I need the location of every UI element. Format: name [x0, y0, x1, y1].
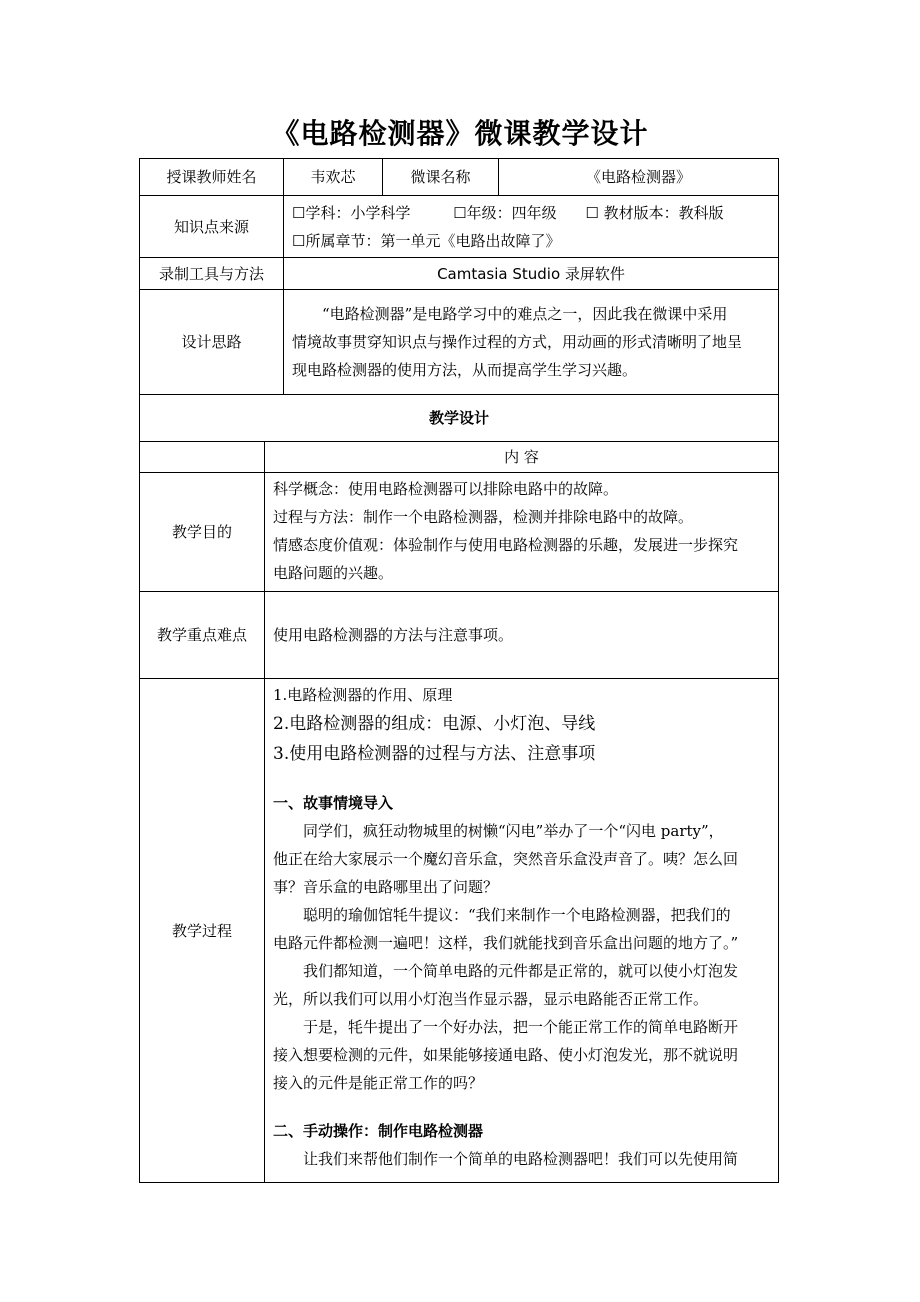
chapter-checkbox-text: ☐所属章节：第一单元《电路出故障了》	[292, 232, 561, 250]
story-line: 同学们，疯狂动物城里的树懒“闪电”举办了一个“闪电 party”，	[303, 822, 724, 840]
teacher-label-cell	[139, 158, 284, 196]
design-line: “电路检测器”是电路学习中的难点之一，因此我在微课中采用	[322, 305, 728, 323]
objectives-value-cell	[264, 472, 779, 592]
story-line: 他正在给大家展示一个魔幻音乐盒，突然音乐盒没声音了。咦？怎么回	[273, 850, 739, 868]
process-list-item: 3.使用电路检测器的过程与方法、注意事项	[273, 744, 596, 764]
process-label: 教学过程	[171, 921, 232, 940]
story-line: 聪明的瑜伽馆牦牛提议：“我们来制作一个电路检测器，把我们的	[303, 906, 731, 924]
content-header-blank-cell	[139, 441, 265, 473]
objective-line: 情感态度价值观：体验制作与使用电路检测器的乐趣，发展进一步探究	[273, 536, 739, 554]
tool-label: 录制工具与方法	[158, 264, 264, 283]
course-name: 《电路检测器》	[585, 168, 691, 186]
design-label-cell	[139, 289, 284, 395]
story-line: 接入想要检测的元件，如果能够接通电路、使小灯泡发光，那不就说明	[273, 1046, 739, 1064]
story-line: 光，所以我们可以用小灯泡当作显示器，显示电路能否正常工作。	[273, 990, 709, 1008]
course-label-cell	[382, 158, 499, 196]
objectives-label-cell	[139, 472, 265, 592]
story-line: 事？音乐盒的电路哪里出了问题？	[273, 878, 499, 896]
section-heading: 教学设计	[428, 409, 489, 427]
story-line: 电路元件都检测一遍吧！这样，我们就能找到音乐盒出问题的地方了。”	[273, 934, 739, 952]
design-label: 设计思路	[181, 333, 242, 351]
design-line: 情境故事贯穿知识点与操作过程的方式，用动画的形式清晰明了地呈	[292, 333, 743, 351]
keypoints-label: 教学重点难点	[156, 626, 247, 644]
tool-value: Camtasia Studio 录屏软件	[437, 264, 625, 283]
section-heading-cell	[139, 394, 779, 442]
teacher-name-cell	[283, 158, 383, 196]
keypoints-text: 使用电路检测器的方法与注意事项。	[273, 626, 514, 644]
source-label-cell	[139, 195, 284, 258]
keypoints-label-cell	[139, 591, 265, 679]
tool-label-cell	[139, 257, 284, 290]
section2-title: 二、手动操作：制作电路检测器	[273, 1122, 484, 1140]
process-list-item: 2.电路检测器的组成：电源、小灯泡、导线	[273, 714, 596, 734]
course-name-cell	[498, 158, 779, 196]
process-list-item: 1.电路检测器的作用、原理	[273, 686, 453, 704]
operation-line: 让我们来帮他们制作一个简单的电路检测器吧！我们可以先使用简	[303, 1150, 739, 1168]
keypoints-value-cell	[264, 591, 779, 679]
process-label-cell	[139, 678, 265, 1183]
course-label: 微课名称	[410, 168, 471, 186]
process-value-cell	[264, 678, 779, 1183]
objectives-label: 教学目的	[171, 523, 232, 541]
teacher-name: 韦欢芯	[310, 168, 356, 186]
story-line: 接入的元件是能正常工作的吗？	[273, 1074, 484, 1092]
grade-checkbox-text: ☐年级：四年级	[453, 204, 557, 222]
story-line: 于是，牦牛提出了一个好办法，把一个能正常工作的简单电路断开	[303, 1018, 739, 1036]
document-title: 《电路检测器》微课教学设计	[271, 117, 649, 150]
design-value-cell	[283, 289, 779, 395]
textbook-checkbox-text: ☐ 教材版本：教科版	[585, 204, 724, 222]
source-label: 知识点来源	[173, 217, 249, 236]
section1-title: 一、故事情境导入	[273, 794, 394, 812]
objective-line: 过程与方法：制作一个电路检测器，检测并排除电路中的故障。	[273, 508, 694, 526]
content-header-cell	[264, 441, 779, 473]
objective-line: 科学概念：使用电路检测器可以排除电路中的故障。	[273, 480, 619, 498]
source-value-cell	[283, 195, 779, 258]
subject-checkbox-text: ☐学科：小学科学	[292, 204, 411, 222]
story-line: 我们都知道，一个简单电路的元件都是正常的，就可以使小灯泡发	[303, 962, 739, 980]
objective-line: 电路问题的兴趣。	[273, 564, 394, 582]
content-header: 内 容	[504, 448, 539, 466]
design-line: 现电路检测器的使用方法，从而提高学生学习兴趣。	[292, 361, 638, 379]
tool-value-cell	[283, 257, 779, 290]
teacher-label: 授课教师姓名	[166, 168, 257, 186]
